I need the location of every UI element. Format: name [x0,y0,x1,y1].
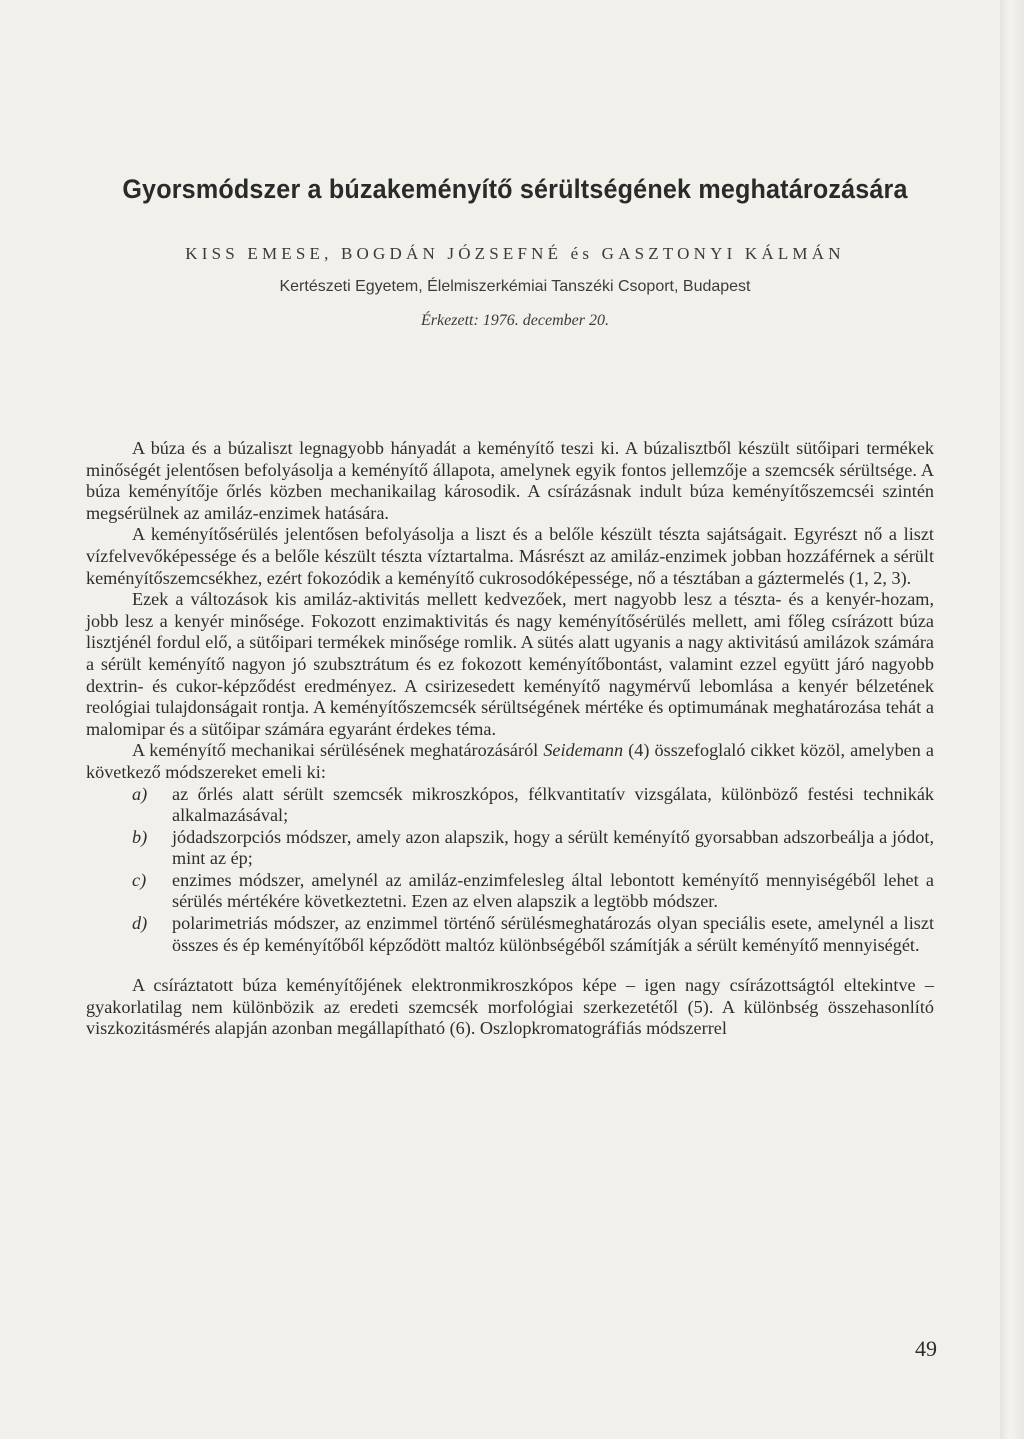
article-affiliation: Kertészeti Egyetem, Élelmiszerkémiai Tanszéki Csoport, Budapest [279,278,751,295]
paragraph: Ezek a változások kis amiláz-aktivitás mellett kedvezőek, mert nagyobb lesz a tészta- és a kenyér-hozam, jobb lesz a kenyér minősége. Fokozott enzimaktivitás és nagy keményítősérülés mellett, ami főleg csírázott búza lisztjénél fordul elő, a sütőipari termékek minősége romlik. A sütés alatt ugyanis a nagy aktivitású amilázok számára a sérült keményítő nagyon jó szubsztrátum és ez fokozott keményítőbontást, valamint ezzel együtt járó nagyobb dextrin- és cukor-képződést eredményez. A csirizesedett keményítő nagymérvű lebomlása a kenyér bélzetének reológiai tulajdonságait rontja. A keményítőszemcsék sérültségének mértéke és optimumának meghatározása tehát a malomipar és a sütőipar számára egyaránt érdekes téma. [86,589,934,739]
article-title: Gyorsmódszer a búzakeményítő sérültségének meghatározására [122,174,908,204]
methods-list [86,784,934,957]
spacer [86,956,934,975]
list-marker: a) [132,783,148,804]
list-marker: d) [132,913,148,934]
list-item-text: enzimes módszer, amelynél az amiláz-enzimfelesleg által lebontott keményítő mennyiségéből lehet a sérülés mértékére következtetni. Ezen az elven alapszik a legtöbb módszer. [172,869,934,912]
paragraph [86,740,934,783]
list-marker: c) [132,869,147,890]
list-item-text: polarimetriás módszer, az enzimmel történő sérülésmeghatározás olyan speciális esete, amelynél a liszt összes és ép keményítőből képződött maltóz különbségéből számítják a sérült keményítő mennyiségét. [172,913,934,955]
list-item [86,784,934,827]
list-item [86,913,934,956]
page-number: 49 [915,1336,937,1361]
list-item-text: jódadszorpciós módszer, amely azon alapszik, hogy a sérült keményítő gyorsabban adszorbeálja a jódot, mint az ép; [172,826,934,869]
paragraph: A csíráztatott búza keményítőjének elektronmikroszkópos képe – igen nagy csírázottságtól eltekintve – gyakorlatilag nem különbözik az eredeti szemcsék morfológiai szerkezetétől (5). A különbség összehasonlító viszkozitásmérés alapján azonban megállapítható (6). Oszlopkromatográfiás módszerrel [86,975,934,1039]
paragraph: A búza és a búzaliszt legnagyobb hányadát a keményítő teszi ki. A búzalisztből készült sütőipari termékek minőségét jelentősen befolyásolja a keményítő állapota, amelynek egyik fontos jellemzője a szemcsék sérültsége. A búza keményítője őrlés közben mechanikailag károsodik. A csírázásnak indult búza keményítőszemcséi szintén megsérülnek az amiláz-enzimek hatására. [86,438,934,523]
article-authors: KISS EMESE, BOGDÁN JÓZSEFNÉ és GASZTONYI KÁLMÁN [185,244,845,263]
list-marker: b) [132,826,148,847]
list-item [86,870,934,913]
paragraph-text: A keményítő mechanikai sérülésének meghatározásáról [132,740,544,761]
received-date: Érkezett: 1976. december 20. [421,312,609,329]
paragraph: A keményítősérülés jelentősen befolyásolja a liszt és a belőle készült tészta sajátságait. Egyrészt nő a liszt vízfelvevőképessége és a belőle készült tészta víztartalma. Másrészt az amiláz-enzimek jobban hozzáférnek a sérült keményítőszemcsékhez, ezért fokozódik a keményítő cukrosodóképessége, nő a tésztában a gáztermelés (1, 2, 3). [86,524,934,588]
list-item [86,827,934,870]
cited-author: Seidemann [543,740,624,761]
page-edge [1000,0,1024,1439]
paragraph-text: (4) összefoglaló cikket közöl, amelyben a következő módszereket emeli ki: [86,740,934,782]
list-item-text: az őrlés alatt sérült szemcsék mikroszkópos, félkvantitatív vizsgálata, különböző festési technikák alkalmazásával; [172,783,934,826]
article-body [86,438,934,1040]
